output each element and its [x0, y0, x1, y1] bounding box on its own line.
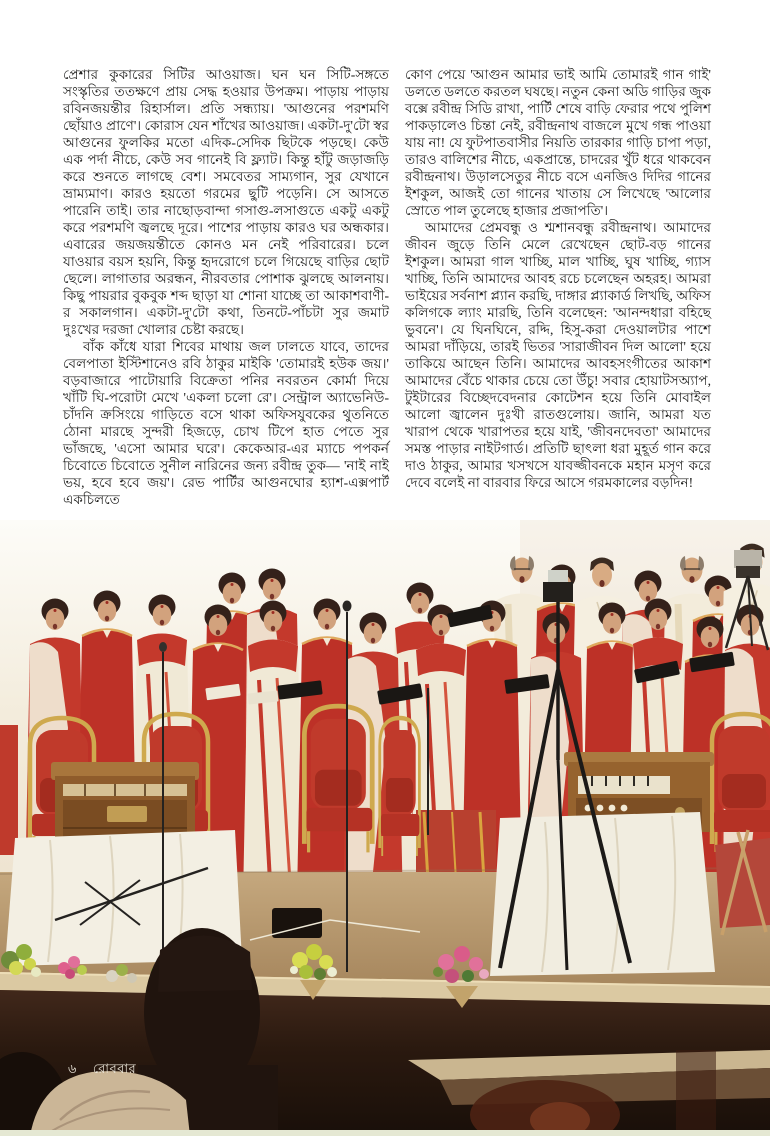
- choir-concert-photo: [0, 520, 770, 1136]
- page-number: ৬: [68, 1061, 77, 1076]
- paragraph: আমাদের প্রেমবন্ধু ও শ্মশানবন্ধু রবীন্দ্রনাথ। আমাদের জীবন জুড়ে তিনি মেলে রেখেছেন ছোট-বড় গানের ইশকুল। আমরা গাল খাচ্ছি, মাল খাচ্ছি, ঘুষ খাচ্ছি, গ্যাস খাচ্ছি, তিনি আমাদের আবহ রচে চলেছেন অহরহ। আমরা ভাইয়ের সর্বনাশ প্ল্যান করছি, দাঙ্গার প্ল্যাকার্ড লিখছি, অফিস কলিগকে ল্যাং মারছি, তিনি বলেছেন: 'আনন্দধারা বহিছে ভুবনে'। যে ঘিনঘিনে, রদ্দি, হিসু-করা দেওয়ালটার পাশে আমরা দাঁড়িয়ে, তারই ভিতর 'সারাজীবন দিল আলো' হয়ে তাকিয়ে আছেন তিনি। আমাদের আবহসংগীতের আকাশ আমাদের বেঁচে থাকার চেয়ে তো উঁচু! সবার হোয়াটসঅ্যাপ, টুইটারের বিচ্ছেদবেদনার কোটেশন হয়ে তিনি মোবাইল আলো জ্বালেন দুঃখী রাতগুলোয়। জানি, আমরা যত খারাপ থেকে খারাপতর হয়ে যাই, 'জীবনদেবতা' আমাদের সমস্ত পাড়ার নাইটগার্ড। প্রতিটি ছাৎলা ধরা মুহূর্ত গান করে দাও ঠাকুর, আমার খসখসে যাবজ্জীবনকে মহান মসৃণ করে দেবে বলেই না বারবার ফিরে আসে গরমকালের বড়দিন!: [405, 220, 711, 490]
- page-footer: [68, 1060, 136, 1081]
- magazine-title: রোববার: [92, 1061, 137, 1076]
- red-drape: [715, 830, 770, 935]
- paragraph: বাঁক কাঁধে যারা শিবের মাথায় জল ঢালতে যাবে, তাদের বেলপাতা ইস্টিশানেও রবি ঠাকুর মাইকি 'তোমারই হউক জয়।' বড়বাজারে পাটোয়ারি বিক্রেতা পনির নবরতন কোর্মা দিয়ে খাঁটি ঘি-পরোটা মেখে 'একলা চলো রে'। সেন্ট্রাল অ্যাভেনিউ-চাঁদনি ক্রসিংয়ে গাড়িতে বসে থাকা অফিসযুবকের থুতনিতে ঠোনা মারছে সুন্দরী হিজড়ে, চোখ টিপে হাত পেতে সুর ভাঁজছে, 'এসো আমার ঘরে'। কেকেআর-এর ম্যাচে পপকর্ন চিবোতে চিবোতে সুনীল নারিনের জন্য রবীন্দ্র তুক— 'নাই নাই ভয়, হবে হবে জয়'। রেভ পার্টির আগুনঘোর হ্যাশ-এক্সপার্ট একচিলতে: [63, 339, 389, 507]
- scan-bottom-strip: [0, 1130, 770, 1136]
- paragraph: কোণ পেয়ে 'আগুন আমার ভাই আমি তোমারই গান গাই' ডলতে ডলতে করতল ঘষছে। নতুন কেনা অডি গাড়ির জুক বক্সে রবীন্দ্র সিডি রাখা, পার্টি শেষে বাড়ি ফেরার পথে পুলিশ পাকড়ালেও চিন্তা নেই, রবীন্দ্রনাথ বাজলে মুখে গন্ধ পাওয়া যায় না! যে ফুটপাতবাসীর নিয়তি তারকার গাড়ি চাপা পড়া, তারও বালিশের নীচে, একপ্রান্তে, চাদরের খুঁট ধরে থাকবেন রবীন্দ্রনাথ। উড়ালসেতুর নীচে বসে এনজিও দিদির গানের ইশকুল, আজই তো গানের খাতায় সে লিখেছে 'আলোর স্রোতে পাল তুলেছে হাজার প্রজাপতি'।: [405, 67, 711, 218]
- article-column-left: [63, 66, 389, 508]
- article-column-right: [405, 66, 711, 508]
- paragraph: প্রেশার কুকারের সিটির আওয়াজ। ঘন ঘন সিটি-সঙ্গতে সংস্কৃতির ততক্ষণে প্রায় সেদ্ধ হওয়ার উপক্রম। পাড়ায় পাড়ায় রবিনজয়ন্তীর রিহার্সাল। প্রতি সন্ধ্যায়। 'আগুনের পরশমণি ছোঁয়াও প্রাণে'। কোরাস যেন শাঁখের আওয়াজ। একটা-দু'টো স্বর আগুনের ফুলকির মতো এদিক-সেদিক ছিটকে পড়ছে। কেউ এক পর্দা নীচে, কেউ সব গানেই বি ফ্ল্যাট। কিন্তু হাঁটু জড়াজড়ি করে শুনতে লাগছে বেশ। সমবেতর সাম্যগান, সুর যেখানে ভ্রাম্যমাণ। কারও হয়তো গরমের ছুটি পড়েনি। সে আসতে পারেনি তাই। তার নাছোড়বান্দা গসাগু-লসাগুতে একটু একটু করে পরশমণি জ্বলছে দূরে। পাশের পাড়ায় কারও ঘর অন্ধকার। এবারের জয়জয়ন্তীতে কোনও মন নেই পরিবারের। চলে যাওয়ার বয়স হয়নি, কিন্তু হৃদরোগে চলে গিয়েছে বাড়ির ছোট ছেলে। লাগাতার অরন্ধন, নীরবতার পোশাক ঝুলছে আলনায়। কিছু পায়রার বুকবুক শব্দ ছাড়া যা শোনা যাচ্ছে তা আকাশবাণী-র সকালগান। একটা-দু'টো কথা, তিনটে-পাঁচটা সুর জমাট দুঃখের দরজা খোলার চেষ্টা করছে।: [63, 67, 389, 337]
- photo-illustration: [0, 520, 770, 1136]
- article-body: [63, 66, 711, 508]
